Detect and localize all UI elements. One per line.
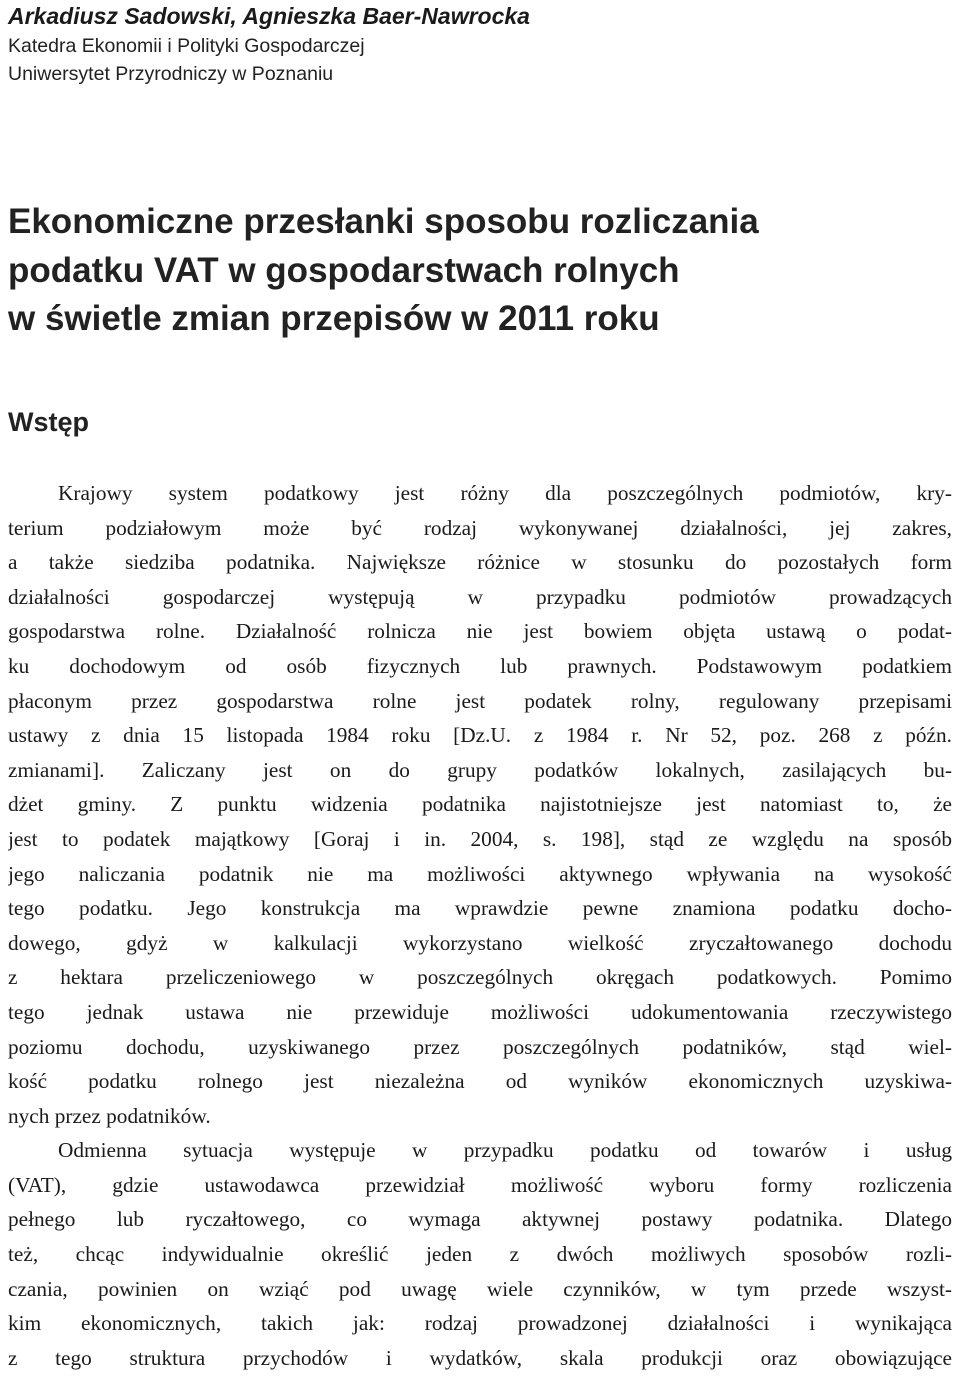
paragraph-line: płaconym przez gospodarstwa rolne jest podatek rolny, regulowany przepisami (8, 688, 952, 713)
paragraph-line: dżet gminy. Z punktu widzenia podatnika najistotniejsze jest natomiast to, że (8, 792, 952, 817)
paragraph-line: dowego, gdyż w kalkulacji wykorzystano wielkość zryczałtowanego dochodu (8, 930, 952, 955)
authors: Arkadiusz Sadowski, Agnieszka Baer-Nawrocka (8, 3, 530, 29)
article-title-line: podatku VAT w gospodarstwach rolnych (8, 250, 680, 290)
paragraph-line: czania, powinien on wziąć pod uwagę wiele czynników, w tym przede wszyst- (8, 1276, 952, 1301)
affiliation-department: Katedra Ekonomii i Polityki Gospodarczej (8, 35, 365, 57)
paragraph-line: ustawy z dnia 15 listopada 1984 roku [Dz.U. z 1984 r. Nr 52, poz. 268 z późn. (8, 723, 952, 748)
paragraph-line: tego podatku. Jego konstrukcja ma wprawdzie pewne znamiona podatku docho- (8, 896, 952, 921)
paragraph-line: poziomu dochodu, uzyskiwanego przez poszczególnych podatników, stąd wiel- (8, 1034, 952, 1059)
paragraph-line: nych przez podatników. (8, 1103, 211, 1128)
paragraph-line: działalności gospodarczej występują w przypadku podmiotów prowadzących (8, 584, 952, 609)
paragraph-line: ku dochodowym od osób fizycznych lub prawnych. Podstawowym podatkiem (8, 653, 952, 678)
paragraph-line: z tego struktura przychodów i wydatków, skala produkcji oraz obowiązujące (8, 1345, 952, 1370)
affiliation-university: Uniwersytet Przyrodniczy w Poznaniu (8, 63, 334, 85)
paragraph-line: jest to podatek majątkowy [Goraj i in. 2004, s. 198], stąd ze względu na sposób (8, 826, 952, 851)
article-title-line: Ekonomiczne przesłanki sposobu rozliczania (8, 202, 759, 241)
section-heading: Wstęp (8, 407, 89, 437)
article-title (8, 198, 759, 344)
paragraph-line: też, chcąc indywidualnie określić jeden z dwóch możliwych sposobów rozli- (8, 1242, 952, 1267)
paragraph-line: gospodarstwa rolne. Działalność rolnicza nie jest bowiem objęta ustawą o podat- (8, 619, 952, 644)
paragraph-line: a także siedziba podatnika. Największe różnice w stosunku do pozostałych form (8, 550, 952, 575)
paragraph-line: z hektara przeliczeniowego w poszczególnych okręgach podatkowych. Pomimo (8, 965, 952, 990)
paragraph-line: (VAT), gdzie ustawodawca przewidział możliwość wyboru formy rozliczenia (8, 1172, 952, 1197)
paragraph-line: kim ekonomicznych, takich jak: rodzaj prowadzonej działalności i wynikająca (8, 1311, 952, 1336)
paragraph-line: kość podatku rolnego jest niezależna od wyników ekonomicznych uzyskiwa- (8, 1069, 952, 1094)
paragraph-line: jego naliczania podatnik nie ma możliwości aktywnego wpływania na wysokość (8, 861, 952, 886)
paragraph-line: tego jednak ustawa nie przewiduje możliwości udokumentowania rzeczywistego (8, 999, 952, 1024)
paragraph-line: terium podziałowym może być rodzaj wykonywanej działalności, jej zakres, (8, 515, 952, 540)
paragraph-line: pełnego lub ryczałtowego, co wymaga aktywnej postawy podatnika. Dlatego (8, 1207, 952, 1232)
paragraph-line: Krajowy system podatkowy jest różny dla poszczególnych podmiotów, kry- (58, 481, 952, 505)
article-title-line: w świetle zmian przepisów w 2011 roku (8, 299, 660, 338)
paragraph-line: Odmienna sytuacja występuje w przypadku podatku od towarów i usług (58, 1138, 952, 1163)
body-text (8, 476, 952, 1375)
paragraph-line: zmianami]. Zaliczany jest on do grupy podatków lokalnych, zasilających bu- (8, 757, 952, 782)
